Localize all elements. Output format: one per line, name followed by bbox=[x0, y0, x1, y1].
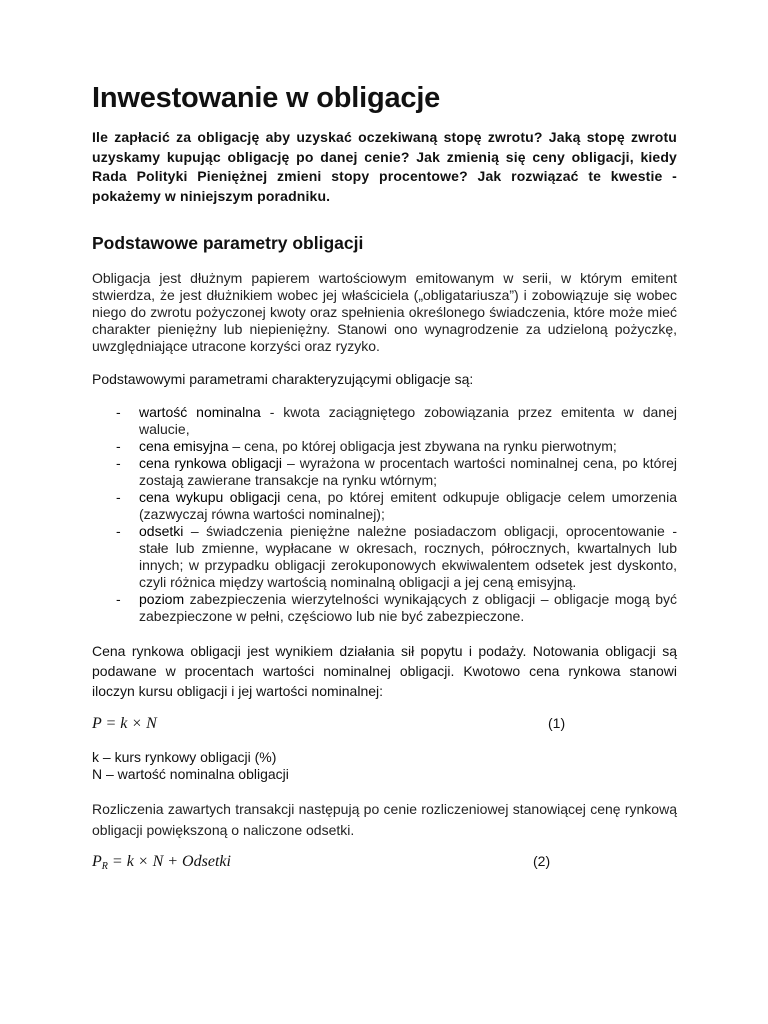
param-term: cena rynkowa obligacji bbox=[139, 455, 283, 471]
param-term: cena emisyjna bbox=[139, 438, 229, 454]
equation-number-2: (2) bbox=[533, 853, 551, 869]
list-dash: - bbox=[116, 404, 121, 420]
settlement-paragraph: Rozliczenia zawartych transakcji następują po cenie rozliczeniowej stanowiącej cenę rynkową obligacji powiększoną o naliczone odsetki. bbox=[92, 801, 677, 838]
param-term: wartość nominalna bbox=[139, 404, 261, 420]
formula-1: P = k × N bbox=[92, 715, 157, 732]
param-desc: cena, po której emitent odkupuje obligacje celem umorzenia (zazwyczaj równa wartości nominalnej); bbox=[139, 489, 677, 522]
list-item bbox=[92, 489, 677, 523]
param-desc: - kwota zaciągniętego zobowiązania przez emitenta w danej walucie, bbox=[139, 404, 677, 437]
param-desc: – świadczenia pieniężne należne posiadaczom obligacji, oprocentowanie - stałe lub zmienne, wypłacane w okresach, rocznych, półrocznych, kwartalnych lub innych; w przypadku obligacji zerokuponowych ekwiwalentem odsetek jest dyskonto, czyli różnica między wartością nominalną obligacji a jej ceną emisyjną. bbox=[139, 523, 677, 590]
list-item bbox=[92, 591, 677, 625]
list-item bbox=[92, 438, 677, 455]
definition-k: k – kurs rynkowy obligacji (%) bbox=[92, 749, 277, 765]
formula-1-row bbox=[92, 715, 677, 737]
list-dash: - bbox=[116, 523, 121, 539]
intro-paragraph: Obligacja jest dłużnym papierem wartościowym emitowanym w serii, w którym emitent stwierdza, że jest dłużnikiem wobec jej właściciela („obligatariusza”) i zobowiązuje się wobec niego do zwrotu pożyczonej kwoty oraz spełnienia określonego świadczenia, które może mieć charakter pieniężny lub niepieniężny. Stanowi ono wynagrodzenie za udzieloną pożyczkę, uwzględniające utracone korzyści oraz ryzyko. bbox=[92, 270, 677, 354]
param-term: odsetki bbox=[139, 523, 184, 539]
list-dash: - bbox=[116, 438, 121, 454]
param-term: poziom bbox=[139, 591, 185, 607]
list-item bbox=[92, 523, 677, 591]
param-desc: – cena, po której obligacja jest zbywana na rynku pierwotnym; bbox=[228, 438, 617, 454]
document-page bbox=[92, 82, 677, 887]
definition-n: N – wartość nominalna obligacji bbox=[92, 766, 289, 782]
formula-2-row bbox=[92, 853, 677, 875]
list-dash: - bbox=[116, 455, 121, 471]
definitions bbox=[92, 749, 677, 783]
formula-2-subscript: R bbox=[101, 861, 108, 872]
lead-paragraph: Ile zapłacić za obligację aby uzyskać oczekiwaną stopę zwrotu? Jaką stopę zwrotu uzyskamy kupując obligację po danej cenie? Jak zmienią się ceny obligacji, kiedy Rada Polityki Pieniężnej zmieni stopy procentowe? Jak rozwiązać te kwestie - pokażemy w niniejszym poradniku. bbox=[92, 129, 677, 204]
param-desc: zabezpieczenia wierzytelności wynikających z obligacji – obligacje mogą być zabezpieczone w pełni, częściowo lub nie być zabezpieczone. bbox=[139, 591, 677, 624]
params-list bbox=[92, 404, 677, 625]
params-title: Podstawowymi parametrami charakteryzującymi obligacje są: bbox=[92, 371, 474, 387]
list-item bbox=[92, 455, 677, 489]
document-title: Inwestowanie w obligacje bbox=[92, 82, 441, 114]
list-item bbox=[92, 404, 677, 438]
market-price-paragraph: Cena rynkowa obligacji jest wynikiem działania sił popytu i podaży. Notowania obligacji są podawane w procentach wartości nominalnej obligacji. Kwotowo cena rynkowa stanowi iloczyn kursu obligacji i jej wartości nominalnej: bbox=[92, 643, 677, 699]
param-desc: – wyrażona w procentach wartości nominalnej cena, po której zostają zawierane transakcje na rynku wtórnym; bbox=[139, 455, 677, 488]
formula-2-rhs: = k × N + Odsetki bbox=[107, 853, 231, 870]
formula-2-lhs: P bbox=[92, 853, 102, 870]
list-dash: - bbox=[116, 489, 121, 505]
param-term: cena wykupu obligacji bbox=[139, 489, 281, 505]
list-dash: - bbox=[116, 591, 121, 607]
formula-2 bbox=[92, 853, 231, 872]
equation-number-1: (1) bbox=[548, 715, 566, 731]
section-title: Podstawowe parametry obligacji bbox=[92, 233, 364, 253]
